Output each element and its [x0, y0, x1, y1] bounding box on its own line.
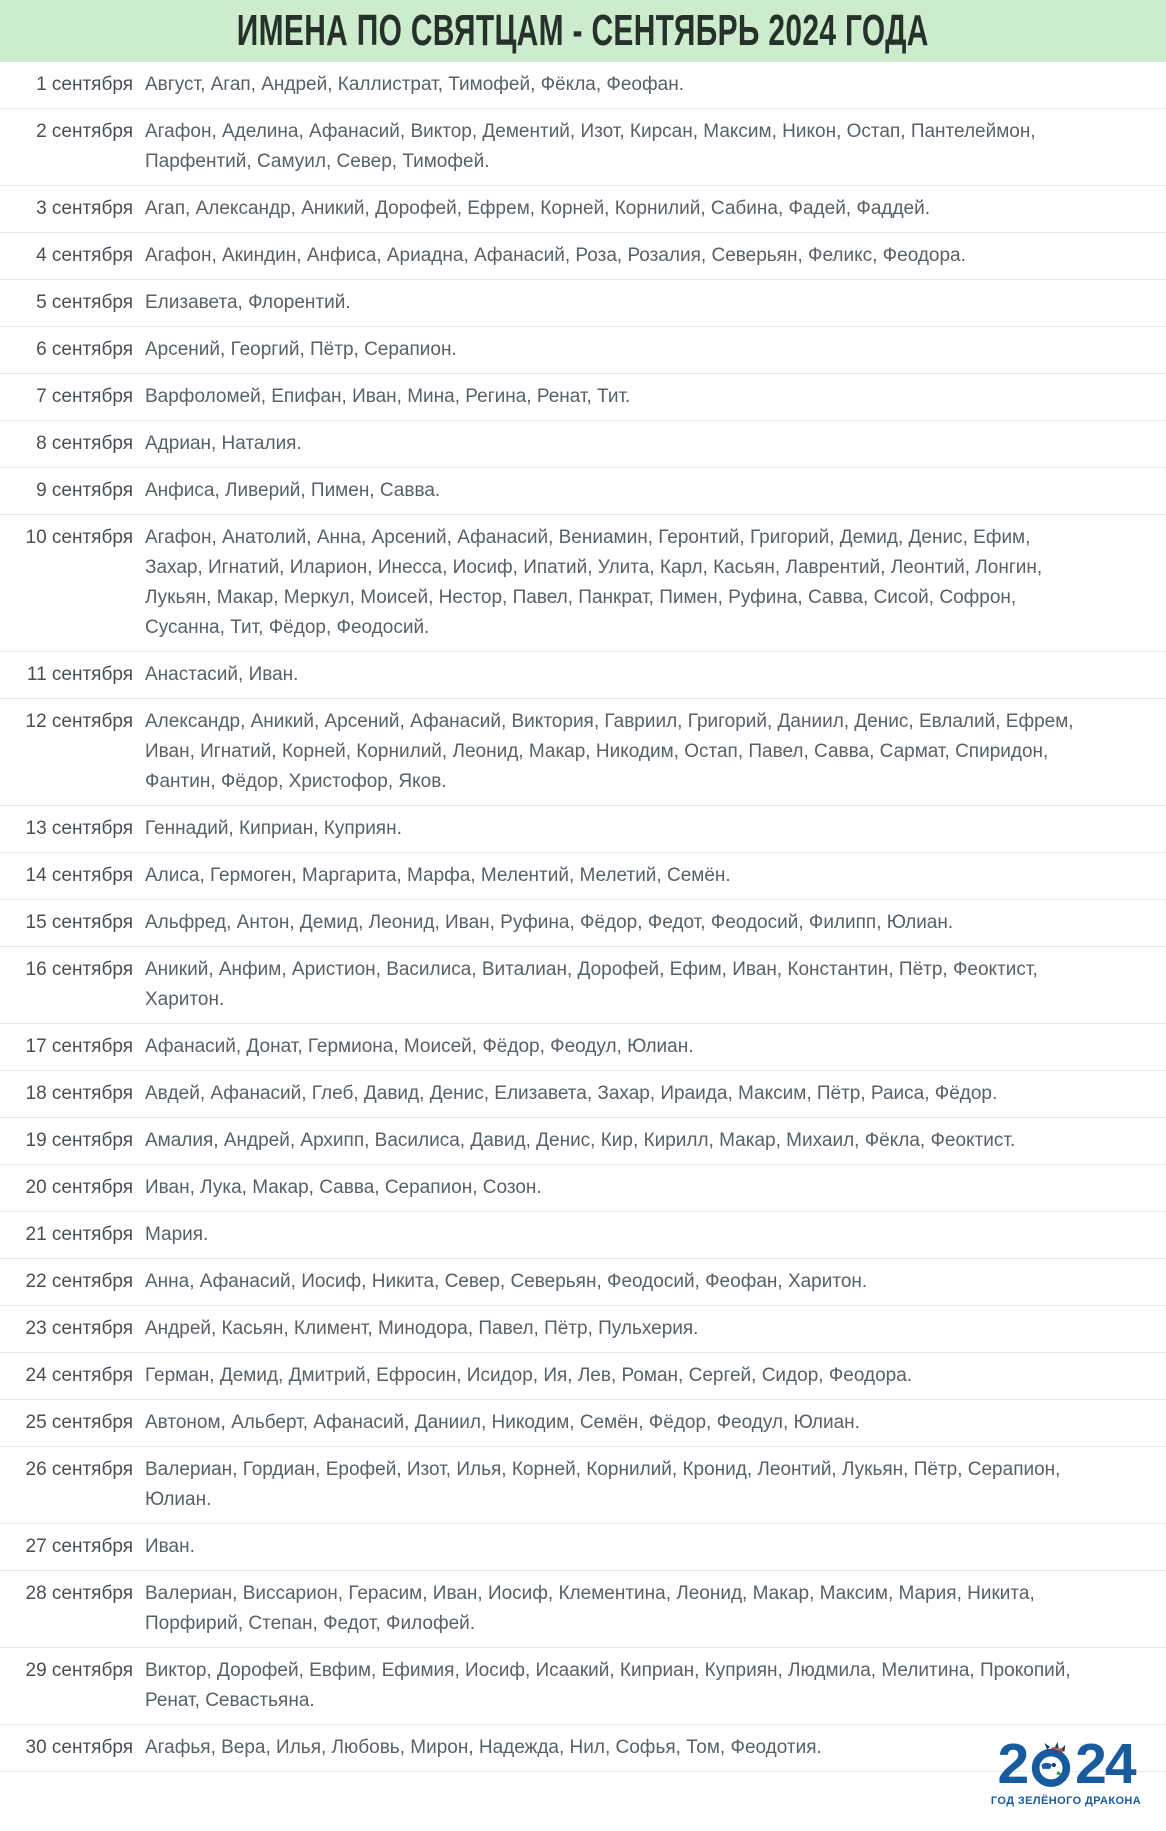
row-date: 24 сентября [25, 1365, 133, 1386]
row-date: 14 сентября [25, 865, 133, 886]
row-date: 20 сентября [25, 1177, 133, 1198]
table-row [0, 947, 1166, 1024]
table-row [0, 62, 1166, 109]
row-date: 26 сентября [25, 1459, 133, 1480]
table-row [0, 1571, 1166, 1648]
row-names: Иван. [145, 1536, 195, 1557]
table-row [0, 699, 1166, 806]
row-names: Валериан, Гордиан, Ерофей, Изот, Илья, Корней, Корнилий, Кронид, Леонтий, Лукьян, Пётр, Серапион, Юлиан. [145, 1459, 1061, 1510]
row-names: Агафья, Вера, Илья, Любовь, Мирон, Надежда, Нил, Софья, Том, Феодотия. [145, 1737, 822, 1758]
table-row [0, 1212, 1166, 1259]
table-row [0, 186, 1166, 233]
row-date: 30 сентября [25, 1737, 133, 1758]
row-names: Агафон, Аделина, Афанасий, Виктор, Дементий, Изот, Кирсан, Максим, Никон, Остап, Пантелеймон, Парфентий, Самуил, Север, Тимофей. [145, 121, 1036, 172]
row-names: Адриан, Наталия. [145, 433, 302, 454]
row-date: 16 сентября [25, 959, 133, 980]
row-date: 23 сентября [25, 1318, 133, 1339]
row-date: 22 сентября [25, 1271, 133, 1292]
page-title: ИМЕНА ПО СВЯТЦАМ - СЕНТЯБРЬ 2024 ГОДА [237, 6, 929, 55]
row-names: Альфред, Антон, Демид, Леонид, Иван, Руфина, Фёдор, Федот, Феодосий, Филипп, Юлиан. [145, 912, 954, 933]
row-date: 15 сентября [25, 912, 133, 933]
row-date: 18 сентября [25, 1083, 133, 1104]
table-row [0, 806, 1166, 853]
row-date: 3 сентября [36, 198, 133, 219]
row-names: Агап, Александр, Аникий, Дорофей, Ефрем, Корней, Корнилий, Сабина, Фадей, Фаддей. [145, 198, 931, 219]
row-date: 27 сентября [25, 1536, 133, 1557]
table-row [0, 327, 1166, 374]
names-table [0, 62, 1166, 1772]
row-names: Август, Агап, Андрей, Каллистрат, Тимофей, Фёкла, Феофан. [145, 74, 684, 95]
table-row [0, 900, 1166, 947]
row-date: 5 сентября [36, 292, 133, 313]
row-date: 17 сентября [25, 1036, 133, 1057]
row-date: 25 сентября [25, 1412, 133, 1433]
row-date: 29 сентября [25, 1660, 133, 1681]
row-date: 10 сентября [25, 527, 133, 548]
row-names: Амалия, Андрей, Архипп, Василиса, Давид, Денис, Кир, Кирилл, Макар, Михаил, Фёкла, Феоктист. [145, 1130, 1016, 1151]
row-date: 9 сентября [36, 480, 133, 501]
row-date: 7 сентября [36, 386, 133, 407]
table-row [0, 1400, 1166, 1447]
table-row [0, 109, 1166, 186]
table-row [0, 1165, 1166, 1212]
table-row [0, 1447, 1166, 1524]
row-date: 28 сентября [25, 1583, 133, 1604]
table-row [0, 468, 1166, 515]
row-date: 13 сентября [25, 818, 133, 839]
table-row [0, 853, 1166, 900]
dragon-2024-logo [988, 1732, 1144, 1807]
table-row [0, 374, 1166, 421]
row-names: Аникий, Анфим, Аристион, Василиса, Виталиан, Дорофей, Ефим, Иван, Константин, Пётр, Феоктист, Харитон. [145, 959, 1038, 1010]
row-names: Анфиса, Ливерий, Пимен, Савва. [145, 480, 441, 501]
row-names: Иван, Лука, Макар, Савва, Серапион, Созон. [145, 1177, 542, 1198]
row-date: 8 сентября [36, 433, 133, 454]
row-date: 19 сентября [25, 1130, 133, 1151]
table-row [0, 515, 1166, 652]
logo-digit-right: 24 [1075, 1732, 1135, 1796]
row-names: Геннадий, Киприан, Куприян. [145, 818, 402, 839]
row-date: 2 сентября [36, 121, 133, 142]
row-date: 11 сентября [26, 664, 133, 685]
row-names: Агафон, Акиндин, Анфиса, Ариадна, Афанасий, Роза, Розалия, Северьян, Феликс, Феодора. [145, 245, 966, 266]
row-date: 4 сентября [36, 245, 133, 266]
row-names: Елизавета, Флорентий. [145, 292, 351, 313]
page-header [0, 0, 1166, 62]
row-names: Авдей, Афанасий, Глеб, Давид, Денис, Елизавета, Захар, Ираида, Максим, Пётр, Раиса, Фёдор. [145, 1083, 998, 1104]
dragon-head-icon [1028, 1742, 1074, 1788]
table-row [0, 1071, 1166, 1118]
logo-digit-left: 2 [997, 1732, 1028, 1796]
row-names: Анастасий, Иван. [145, 664, 299, 685]
table-row [0, 1353, 1166, 1400]
row-date: 12 сентября [25, 711, 133, 732]
row-names: Виктор, Дорофей, Евфим, Ефимия, Иосиф, Исаакий, Киприан, Куприян, Людмила, Мелитина, Прокопий, Ренат, Севастьяна. [145, 1660, 1071, 1711]
logo-caption: ГОД ЗЕЛЁНОГО ДРАКОНА [990, 1795, 1142, 1807]
row-names: Мария. [145, 1224, 209, 1245]
row-names: Анна, Афанасий, Иосиф, Никита, Север, Северьян, Феодосий, Феофан, Харитон. [145, 1271, 868, 1292]
row-names: Алиса, Гермоген, Маргарита, Марфа, Мелентий, Мелетий, Семён. [145, 865, 731, 886]
row-names: Автоном, Альберт, Афанасий, Даниил, Никодим, Семён, Фёдор, Феодул, Юлиан. [145, 1412, 860, 1433]
row-names: Агафон, Анатолий, Анна, Арсений, Афанасий, Вениамин, Геронтий, Григорий, Демид, Денис, Ефим, Захар, Игнатий, Иларион, Инесса, Иосиф, Ипатий, Улита, Карл, Касьян, Лаврентий, Леонтий, Лонгин, Лукьян, Макар, Меркул, Моисей, Нестор, Павел, Панкрат, Пимен, Руфина, Савва, Сисой, Софрон, Сусанна, Тит, Фёдор, Феодосий. [145, 527, 1043, 638]
row-names: Андрей, Касьян, Климент, Минодора, Павел, Пётр, Пульхерия. [145, 1318, 699, 1339]
table-row [0, 233, 1166, 280]
table-row [0, 1524, 1166, 1571]
table-row [0, 1306, 1166, 1353]
row-date: 6 сентября [36, 339, 133, 360]
row-names: Афанасий, Донат, Гермиона, Моисей, Фёдор, Феодул, Юлиан. [145, 1036, 694, 1057]
logo-year [997, 1732, 1135, 1796]
row-date: 1 сентября [36, 74, 133, 95]
table-row [0, 1118, 1166, 1165]
table-row [0, 421, 1166, 468]
table-row [0, 1259, 1166, 1306]
row-names: Александр, Аникий, Арсений, Афанасий, Виктория, Гавриил, Григорий, Даниил, Денис, Евлалий, Ефрем, Иван, Игнатий, Корней, Корнилий, Леонид, Макар, Никодим, Остап, Павел, Савва, Сармат, Спиридон, Фантин, Фёдор, Христофор, Яков. [145, 711, 1074, 792]
table-row [0, 1648, 1166, 1725]
table-row [0, 652, 1166, 699]
row-date: 21 сентября [25, 1224, 133, 1245]
table-row [0, 280, 1166, 327]
row-names: Валериан, Виссарион, Герасим, Иван, Иосиф, Клементина, Леонид, Макар, Максим, Мария, Никита, Порфирий, Степан, Федот, Филофей. [145, 1583, 1035, 1634]
row-names: Герман, Демид, Дмитрий, Ефросин, Исидор, Ия, Лев, Роман, Сергей, Сидор, Феодора. [145, 1365, 913, 1386]
table-row [0, 1024, 1166, 1071]
row-names: Арсений, Георгий, Пётр, Серапион. [145, 339, 457, 360]
row-names: Варфоломей, Епифан, Иван, Мина, Регина, Ренат, Тит. [145, 386, 631, 407]
